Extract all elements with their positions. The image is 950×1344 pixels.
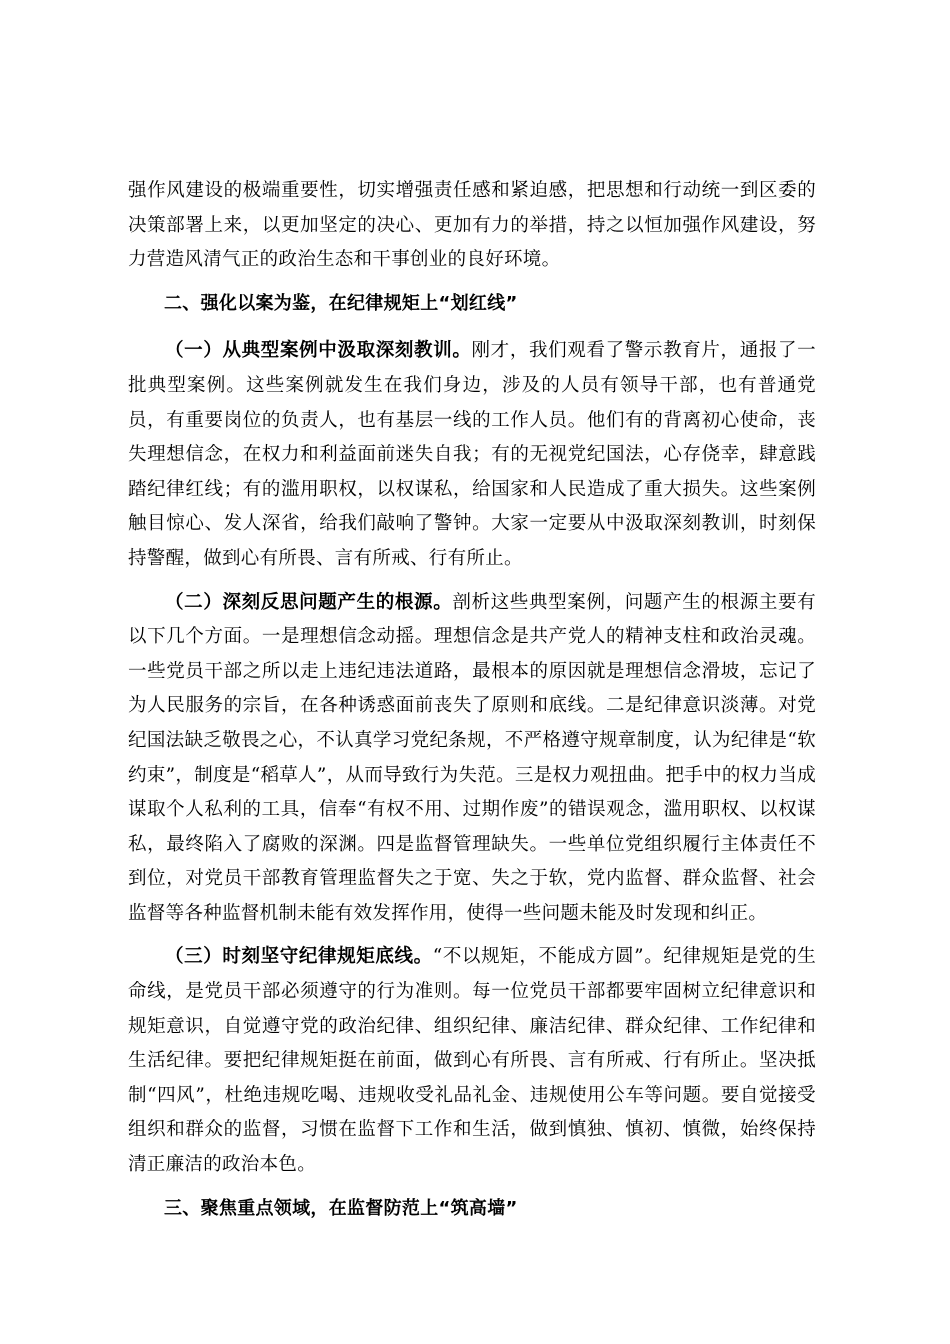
paragraph-subsection-3: [128, 940, 816, 1182]
subsection-2-lead: （二）深刻反思问题产生的根源。: [165, 591, 453, 613]
paragraph-intro: 强作风建设的极端重要性，切实增强责任感和紧迫感，把思想和行动统一到区委的决策部署上来，以更加坚定的决心、更加有力的举措，持之以恒加强作风建设，努力营造风清气正的政治生态和干事创业的良好环境。: [128, 180, 816, 271]
subsection-2-body: 剖析这些典型案例，问题产生的根源主要有以下几个方面。一是理想信念动摇。理想信念是共产党人的精神支柱和政治灵魂。一些党员干部之所以走上违纪违法道路，最根本的原因就是理想信念滑坡，忘记了为人民服务的宗旨，在各种诱惑面前丧失了原则和底线。二是纪律意识淡薄。对党纪国法缺乏敬畏之心，不认真学习党纪条规，不严格遵守规章制度，认为纪律是“软约束”，制度是“稻草人”，从而导致行为失范。三是权力观扭曲。把手中的权力当成谋取个人私利的工具，信奉“有权不用、过期作废”的错误观念，滥用职权、以权谋私，最终陷入了腐败的深渊。四是监督管理缺失。一些单位党组织履行主体责任不到位，对党员干部教育管理监督失之于宽、失之于软，党内监督、群众监督、社会监督等各种监督机制未能有效发挥作用，使得一些问题未能及时发现和纠正。: [128, 591, 816, 924]
paragraph-subsection-2: [128, 586, 816, 932]
subsection-1-lead: （一）从典型案例中汲取深刻教训。: [165, 340, 472, 362]
section-heading-2: 二、强化以案为鉴，在纪律规矩上“划红线”: [164, 292, 518, 314]
section-heading-3: 三、聚焦重点领域，在监督防范上“筑高墙”: [164, 1197, 518, 1219]
paragraph-subsection-1: [128, 334, 816, 576]
subsection-3-body: “不以规矩，不能成方圆”。纪律规矩是党的生命线，是党员干部必须遵守的行为准则。每一位党员干部都要牢固树立纪律意识和规矩意识，自觉遵守党的政治纪律、组织纪律、廉洁纪律、群众纪律、工作纪律和生活纪律。要把纪律规矩挺在前面，做到心有所畏、言有所戒、行有所止。坚决抵制“四风”，杜绝违规吃喝、违规收受礼品礼金、违规使用公车等问题。要自觉接受组织和群众的监督，习惯在监督下工作和生活，做到慎独、慎初、慎微，始终保持清正廉洁的政治本色。: [128, 946, 816, 1176]
subsection-3-lead: （三）时刻坚守纪律规矩底线。: [165, 946, 433, 968]
document-page: [128, 174, 816, 1239]
subsection-1-body: 刚才，我们观看了警示教育片，通报了一批典型案例。这些案例就发生在我们身边，涉及的人员有领导干部，也有普通党员，有重要岗位的负责人，也有基层一线的工作人员。他们有的背离初心使命，丧失理想信念，在权力和利益面前迷失自我；有的无视党纪国法，心存侥幸，肆意践踏纪律红线；有的滥用职权，以权谋私，给国家和人民造成了重大损失。这些案例触目惊心、发人深省，给我们敲响了警钟。大家一定要从中汲取深刻教训，时刻保持警醒，做到心有所畏、言有所戒、行有所止。: [128, 340, 816, 569]
